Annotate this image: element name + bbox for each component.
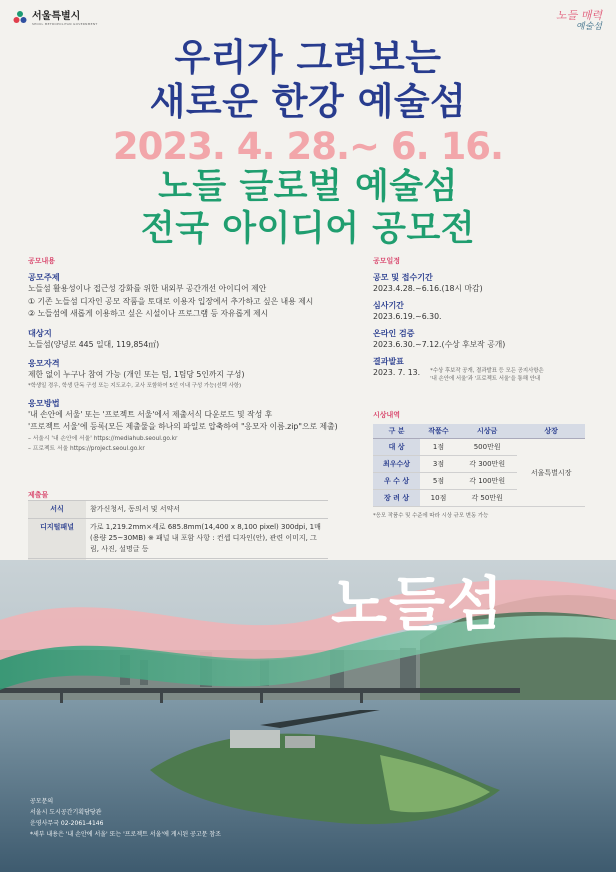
method-line: '프로젝트 서울'에 등록(모든 제출물을 하나의 파일로 압축하여 "응모자 이름.zip"으로 제출) — [28, 422, 338, 431]
url-line[interactable]: – 프로젝트 서울 https://project.seoul.go.kr — [28, 445, 145, 452]
schedule-item-head: 온라인 검증 — [373, 329, 415, 338]
award-name: 장 려 상 — [373, 490, 420, 507]
nodeulseom-logo-text: 노들섬 — [330, 570, 506, 638]
target-line: 노들섬(양녕로 445 일대, 119,854㎡) — [28, 339, 160, 349]
table-header-row — [373, 424, 585, 439]
submission-label: 서식 — [28, 501, 86, 519]
footer-line: *세부 내용은 '내 손안에 서울' 또는 '프로젝트 서울'에 게시된 공고문 참조 — [30, 831, 221, 838]
section-heading-awards: 시상내역 — [373, 411, 401, 419]
qualification-line: 제한 없이 누구나 참여 가능 (개인 또는 팀, 1팀당 5인까지 구성) — [28, 370, 245, 379]
qualification-heading: 응모자격 — [28, 358, 60, 368]
brand-line2: 예술섬 — [575, 22, 602, 32]
schedule-item-value: 2023.4.28.~6.16.(18시 마감) — [373, 284, 483, 293]
column-header: 구 분 — [373, 424, 420, 439]
award-note: *응모 작품수 및 수준에 따라 시상 규모 변동 가능 — [373, 513, 489, 519]
theme-line: ① 기존 노들섬 디자인 공모 작품을 토대로 이용자 입장에서 추가하고 싶은 내용 제시 — [28, 296, 314, 306]
contest-dates: 2023. 4. 28.~ 6. 16. — [112, 125, 504, 168]
schedule-item — [373, 300, 603, 322]
url-line[interactable]: – 서울시 '내 손안에 서울' https://mediahub.seoul.go.kr — [28, 435, 178, 442]
seoul-logo — [12, 10, 98, 26]
column-header: 시상금 — [457, 424, 517, 439]
seoul-emblem-icon — [12, 10, 28, 26]
brand-logo — [556, 10, 602, 33]
schedule-item-value: 2023.6.19.~6.30. — [373, 312, 442, 321]
main-title — [0, 36, 616, 124]
submission-value: 가로 1,219.2mm×세로 685.8mm(14,400 x 8,100 pixel) 300dpi, 1매(용량 25~30MB) ※ 패널 내 포함 사항 : 컨셉 디자인(안), 관련 이미지, 그림, 사진, 설명글 등 — [86, 519, 328, 559]
footer — [30, 796, 221, 840]
awards-table — [373, 424, 585, 507]
result-head: 결과발표 — [373, 357, 404, 366]
schedule — [373, 256, 603, 383]
section-heading-schedule: 공모일정 — [373, 257, 401, 265]
method-heading: 응모방법 — [28, 397, 60, 408]
table-row — [28, 501, 328, 519]
schedule-item-value: 2023.6.30.~7.12.(수상 후보작 공개) — [373, 340, 506, 349]
qualification-note: *학생일 경우, 학생 단독 구성 또는 지도교수, 교사 포함하여 5인 이내 구성 가능(선택 사항) — [28, 382, 242, 389]
footer-line: 서울시 도시공간기획담당관 — [30, 809, 102, 816]
schedule-item — [373, 328, 603, 350]
table-row — [28, 519, 328, 559]
contest-details — [28, 256, 348, 454]
sub-title-line2: 전국 아이디어 공모전 — [140, 209, 476, 249]
result-note: *수상 후보작 공개, 결과발표 등 모든 공지사항은 — [430, 368, 544, 374]
submission-value: 참가신청서, 동의서 및 서약서 — [86, 501, 328, 519]
award-count: 1점 — [420, 439, 457, 456]
award-host: 서울특별시장 — [517, 439, 585, 507]
section-heading-contest: 공모내용 — [28, 257, 56, 265]
theme-heading: 공모주제 — [28, 272, 60, 282]
sub-title-line1: 노들 글로벌 예술섬 — [158, 167, 458, 207]
schedule-item — [373, 356, 603, 383]
table-row — [373, 439, 585, 456]
org-name: 서울특별시 — [32, 10, 81, 22]
award-prize: 각 50만원 — [457, 490, 517, 507]
schedule-item-head: 심사기간 — [373, 301, 404, 310]
award-prize: 각 300만원 — [457, 456, 517, 473]
theme-line: 노들섬 활용성이나 접근성 강화를 위한 내외부 공간개선 아이디어 제안 — [28, 284, 267, 293]
org-subtitle: SEOUL METROPOLITAN GOVERNMENT — [32, 21, 98, 26]
schedule-item-head: 공모 및 접수기간 — [373, 273, 433, 282]
column-header: 상장 — [517, 424, 585, 439]
title-line2: 새로운 한강 예술섬 — [149, 80, 467, 123]
award-count: 3점 — [420, 456, 457, 473]
award-name: 우 수 상 — [373, 473, 420, 490]
title-line1: 우리가 그려보는 — [174, 36, 442, 79]
theme-line: ② 노들섬에 새롭게 이용하고 싶은 시설이나 프로그램 등 자유롭게 제시 — [28, 309, 269, 318]
target-heading: 대상지 — [28, 327, 52, 338]
method-line: '내 손안에 서울' 또는 '프로젝트 서울'에서 제출서식 다운로드 및 작성 후 — [28, 409, 273, 419]
brand-line1: 노들 매력 — [555, 9, 602, 22]
award-name: 대 상 — [373, 439, 420, 456]
result-date: 2023. 7. 13. — [373, 368, 421, 377]
award-prize: 500만원 — [457, 439, 517, 456]
footer-line: 운영사무국 02-2061-4146 — [30, 820, 104, 827]
schedule-item — [373, 272, 603, 294]
award-count: 10점 — [420, 490, 457, 507]
submission-label: 디지털패널 — [28, 519, 86, 559]
award-prize: 각 100만원 — [457, 473, 517, 490]
section-heading-submission: 제출물 — [28, 491, 49, 499]
sub-title — [0, 166, 616, 250]
result-note: '내 손안에 서울'과 '프로젝트 서울'을 통해 안내 — [430, 376, 541, 382]
award-count: 5점 — [420, 473, 457, 490]
award-name: 최우수상 — [373, 456, 420, 473]
column-header: 작품수 — [420, 424, 457, 439]
footer-line: 공모문의 — [30, 798, 54, 805]
